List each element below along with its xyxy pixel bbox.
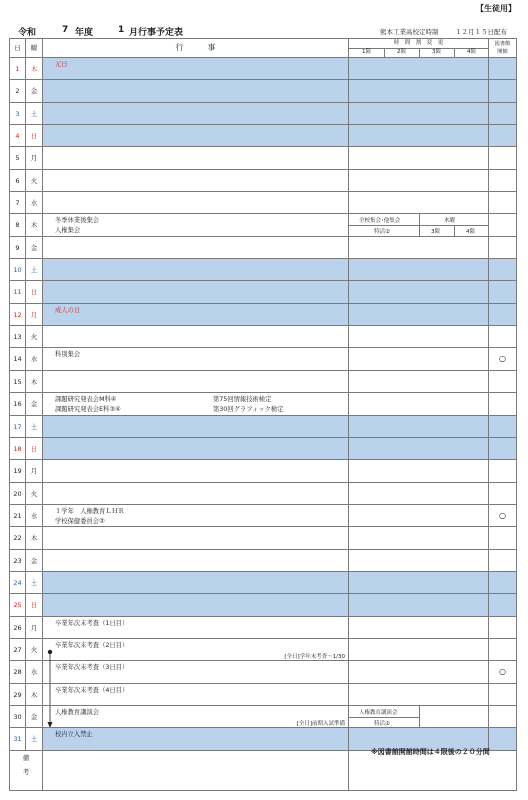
table-row [9,572,517,594]
event-text: 課題研究発表会E科③④ [55,406,121,414]
day-header: 日 [9,39,26,57]
library-cell [489,639,517,660]
events-cell [43,483,349,504]
dow-cell: 日 [26,125,43,146]
all-day-note: [全日]前期入試準備 [296,720,345,727]
exam-text: 第30回グラフィック検定 [213,406,284,414]
table-row [9,393,517,415]
period-2-header: 2限 [384,48,420,57]
timetable-cell [349,259,489,280]
dow-cell: 土 [26,103,43,124]
event-text: 卒業年次末考査（3日目） [55,664,129,672]
timetable-cell [349,505,489,526]
dow-cell: 水 [26,192,43,213]
table-row [9,170,517,192]
events-cell [43,505,349,526]
timetable-cell [349,706,489,727]
events-cell [43,326,349,347]
table-row [9,192,517,214]
day-cell: 10 [9,259,26,280]
table-row [9,348,517,370]
library-cell: ○ [489,661,517,682]
library-cell: ○ [489,505,517,526]
day-cell: 2 [9,80,26,101]
table-row [9,594,517,616]
event-text: 人権集会 [55,227,81,235]
library-cell [489,237,517,258]
events-cell [43,706,349,727]
timetable-cell [349,594,489,615]
dow-cell: 木 [26,527,43,548]
all-day-note: [全日]学年末考査～1/30 [284,653,345,660]
day-cell: 18 [9,438,26,459]
dow-cell: 月 [26,460,43,481]
day-cell: 25 [9,594,26,615]
day-cell: 30 [9,706,26,727]
events-cell [43,348,349,369]
timetable-cell [349,550,489,571]
dow-cell: 水 [26,348,43,369]
timetable-cell [349,617,489,638]
table-row [9,371,517,393]
dow-cell: 木 [26,214,43,235]
dow-cell: 土 [26,416,43,437]
day-cell: 31 [9,728,26,749]
dow-cell: 金 [26,80,43,101]
events-cell [43,371,349,392]
library-cell [489,326,517,347]
day-cell: 19 [9,460,26,481]
dow-cell: 木 [26,371,43,392]
library-cell [489,550,517,571]
remarks-row [9,739,517,791]
table-row [9,483,517,505]
dow-cell: 金 [26,706,43,727]
events-cell [43,550,349,571]
events-cell [43,170,349,191]
events-cell [43,684,349,705]
dow-cell: 金 [26,237,43,258]
event-text: 卒業年次末考査（1日目） [55,619,129,627]
library-cell [489,483,517,504]
dow-cell: 火 [26,170,43,191]
day-cell: 22 [9,527,26,548]
day-cell: 29 [9,684,26,705]
dow-cell: 木 [26,684,43,705]
remarks-label-2: 考 [22,768,30,776]
timetable-cell [349,103,489,124]
table-row [9,259,517,281]
events-header: 行 事 [43,39,349,57]
table-row [9,103,517,125]
remarks-note-cell [349,739,517,790]
library-cell [489,214,517,235]
library-cell [489,572,517,593]
dow-cell: 水 [26,661,43,682]
day-cell: 6 [9,170,26,191]
timetable-cell [349,326,489,347]
tt-day8-bottom-b: 3限 [431,229,440,236]
table-row [9,460,517,482]
timetable-cell [349,527,489,548]
schedule-table [9,58,517,751]
timetable-cell [349,572,489,593]
table-row [9,281,517,303]
library-cell [489,147,517,168]
timetable-cell [349,214,489,235]
events-cell [43,259,349,280]
day-cell: 27 [9,639,26,660]
table-row [9,639,517,661]
events-cell [43,304,349,325]
day-cell: 4 [9,125,26,146]
event-text: 卒業年次末考査（2日目） [55,641,129,649]
table-row [9,326,517,348]
tt-day30-bottom: 特活② [374,720,390,727]
table-header [9,38,517,58]
table-row [9,550,517,572]
library-cell [489,80,517,101]
dow-cell: 土 [26,572,43,593]
day-cell: 17 [9,416,26,437]
tt-day8-top-left: 全校集会･他集会 [359,218,401,225]
table-row [9,416,517,438]
table-row [9,505,517,527]
library-cell [489,527,517,548]
library-cell [489,170,517,191]
dow-cell: 土 [26,728,43,749]
timetable-header [349,39,489,57]
remarks-label-cell [9,739,43,790]
table-row [9,80,517,102]
issue-date: １２月１５日配布 [455,28,507,36]
period-3-header: 3限 [419,48,455,57]
page-title: 月行事予定表 [129,28,184,38]
table-row [9,304,517,326]
school-name: 熊本工業高校定時制 [380,28,439,36]
library-cell [489,304,517,325]
event-text: 人権教育講演会 [55,708,100,716]
events-cell [43,281,349,302]
timetable-cell [349,304,489,325]
dow-cell: 日 [26,594,43,615]
dow-cell: 土 [26,259,43,280]
dow-cell: 月 [26,617,43,638]
timetable-cell [349,416,489,437]
tt-day8-bottom-c: 4限 [466,229,475,236]
remarks-body [43,739,349,790]
library-cell [489,281,517,302]
day-cell: 9 [9,237,26,258]
table-row [9,125,517,147]
timetable-cell [349,393,489,414]
day-cell: 21 [9,505,26,526]
events-cell [43,147,349,168]
day-cell: 26 [9,617,26,638]
table-row [9,214,517,236]
library-hours-note: ※図書館開館時間は４限後の２０分間 [371,748,490,756]
library-cell [489,371,517,392]
library-cell [489,103,517,124]
events-cell [43,125,349,146]
exam-text: 第75回情報技術検定 [213,396,272,404]
tt-day8-bottom-a: 特活② [374,229,390,236]
day-cell: 1 [9,58,26,79]
dow-cell: 木 [26,58,43,79]
library-cell [489,460,517,481]
dow-header: 曜 [26,39,43,57]
library-cell [489,58,517,79]
table-row [9,661,517,683]
day-cell: 15 [9,371,26,392]
event-text: 課題研究発表会M科④ [55,396,117,404]
year-value: 7 [62,25,69,35]
dow-cell: 金 [26,393,43,414]
events-cell [43,527,349,548]
timetable-cell [349,483,489,504]
day-cell: 14 [9,348,26,369]
events-cell [43,639,349,660]
day-cell: 7 [9,192,26,213]
day-cell: 28 [9,661,26,682]
day-cell: 5 [9,147,26,168]
table-row [9,527,517,549]
dow-cell: 火 [26,483,43,504]
dow-cell: 火 [26,639,43,660]
day-cell: 24 [9,572,26,593]
events-cell [43,192,349,213]
timetable-cell [349,348,489,369]
dow-cell: 日 [26,438,43,459]
events-cell [43,594,349,615]
dow-cell: 月 [26,147,43,168]
timetable-cell [349,237,489,258]
dow-cell: 日 [26,281,43,302]
table-row [9,438,517,460]
timetable-cell [349,438,489,459]
table-row [9,58,517,80]
category-label: 【生徒用】 [476,4,516,13]
timetable-cell [349,684,489,705]
event-text: 学校保健委員会② [55,517,105,525]
timetable-header-label: 時 間 割 変 更 [349,39,488,49]
dow-cell: 金 [26,550,43,571]
events-cell [43,416,349,437]
table-row [9,237,517,259]
events-cell [43,393,349,414]
day-cell: 16 [9,393,26,414]
events-cell [43,103,349,124]
library-cell [489,617,517,638]
timetable-cell [349,661,489,682]
timetable-cell [349,192,489,213]
library-cell [489,259,517,280]
period-4-header: 4限 [467,49,476,55]
events-cell [43,214,349,235]
dow-cell: 月 [26,304,43,325]
event-text: 元日 [55,61,68,68]
library-cell [489,416,517,437]
events-cell [43,572,349,593]
timetable-cell [349,80,489,101]
event-text: 科別集会 [55,351,81,359]
library-cell [489,125,517,146]
library-cell [489,706,517,727]
day-cell: 13 [9,326,26,347]
timetable-cell [349,460,489,481]
events-cell [43,460,349,481]
event-text: １学年 人権教育ＬＨＲ [55,507,125,515]
library-cell [489,192,517,213]
events-cell [43,661,349,682]
library-cell [489,684,517,705]
events-cell [43,438,349,459]
day-cell: 12 [9,304,26,325]
month-value: 1 [118,25,125,35]
event-text: 成人の日 [55,306,81,314]
events-cell [43,237,349,258]
tt-day8-top-right: 木曜 [444,218,456,225]
tt-day30-top: 人権教育講演会 [359,709,398,716]
timetable-cell [349,371,489,392]
timetable-cell [349,147,489,168]
library-cell [489,393,517,414]
day-cell: 23 [9,550,26,571]
period-1-header: 1限 [349,48,385,57]
table-row [9,147,517,169]
library-cell [489,594,517,615]
timetable-cell [349,281,489,302]
remarks-label-1: 備 [22,754,30,762]
era-label: 令和 [18,28,37,38]
day-cell: 8 [9,214,26,235]
event-text: 冬季休業後集会 [55,217,100,225]
event-text: 卒業年次末考査（4日目） [55,686,129,694]
dow-cell: 水 [26,505,43,526]
table-row [9,706,517,728]
day-cell: 20 [9,483,26,504]
year-unit: 年度 [75,28,94,38]
timetable-cell [349,170,489,191]
dow-cell: 火 [26,326,43,347]
events-cell [43,617,349,638]
timetable-cell [349,125,489,146]
library-header: 図書館開館 [489,39,517,57]
events-cell [43,58,349,79]
day-cell: 3 [9,103,26,124]
library-cell: ○ [489,348,517,369]
events-cell [43,80,349,101]
day-cell: 11 [9,281,26,302]
event-text: 校内立入禁止 [55,731,93,739]
timetable-cell [349,639,489,660]
table-row [9,684,517,706]
timetable-cell [349,58,489,79]
table-row [9,617,517,639]
library-cell [489,438,517,459]
